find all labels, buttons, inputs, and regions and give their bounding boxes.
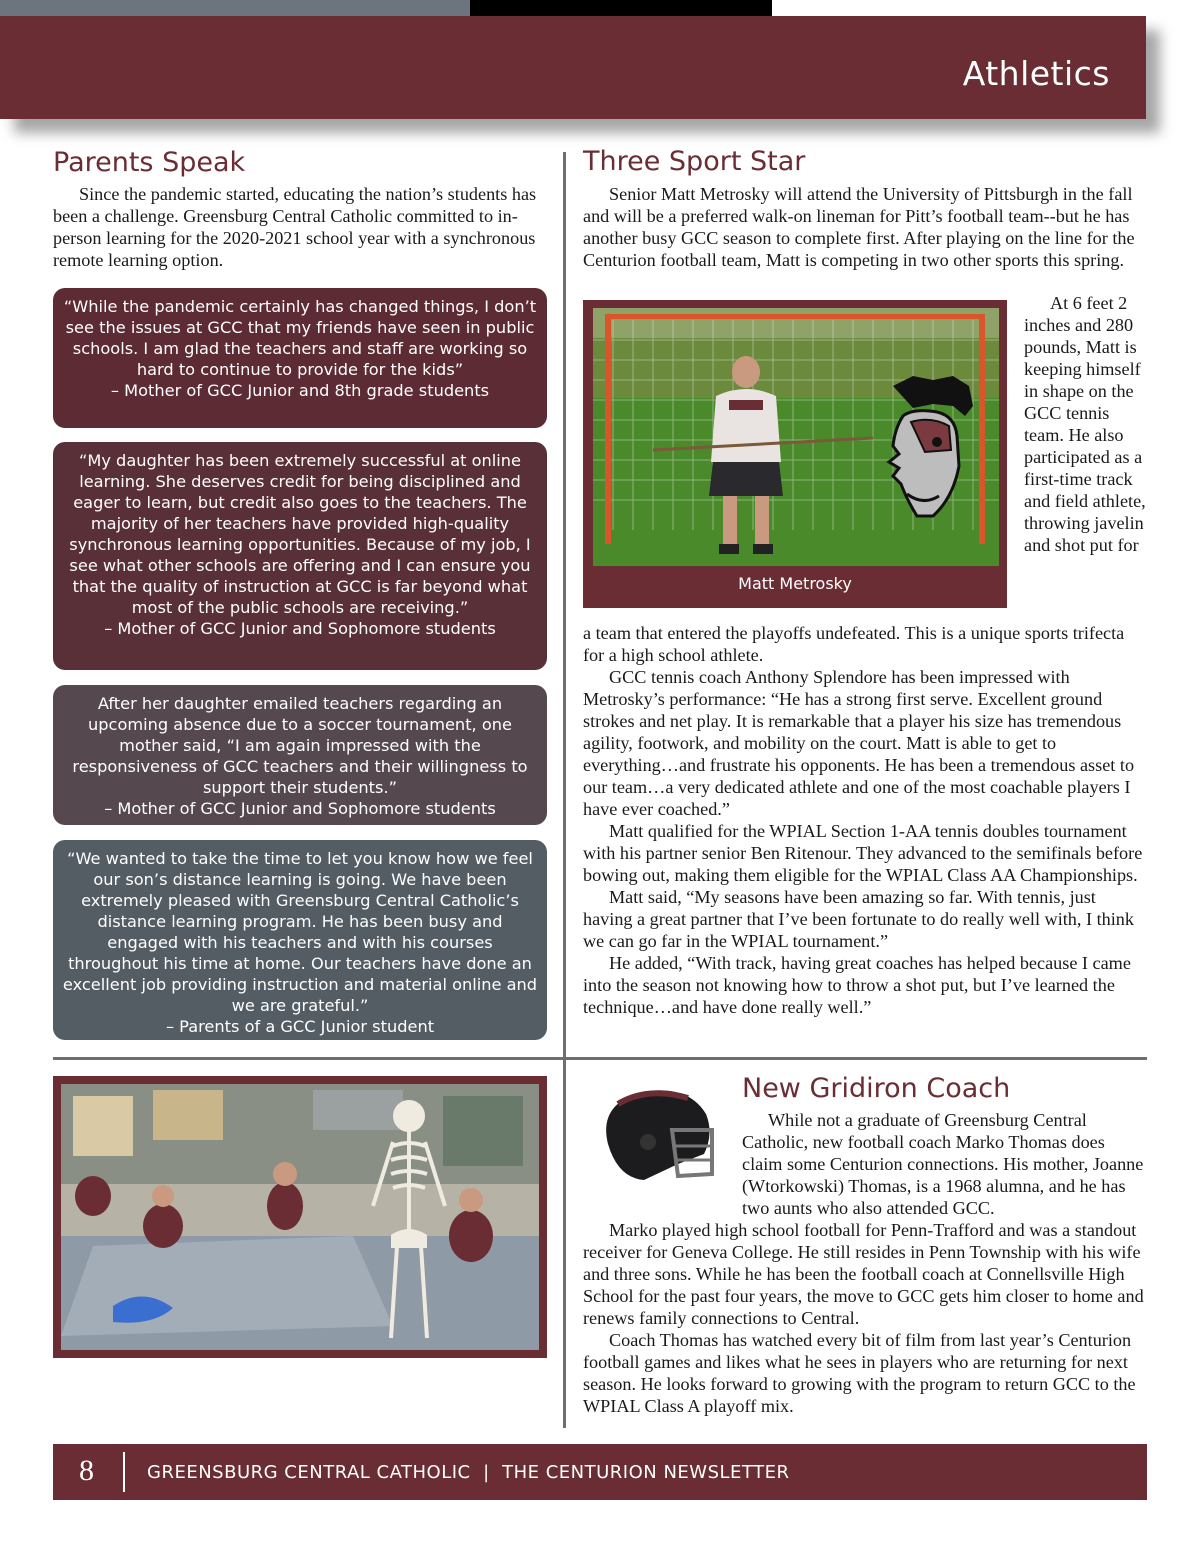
gridiron-p1: While not a graduate of Greensburg Central Catholic, new football coach Marko Thomas does claim some Centurion connections. His mother, Joanne (Wtorkowski) Thomas, is a 1968 alumna, and he has two aunts who also attended GCC. xyxy=(742,1110,1144,1218)
three-sport-p6: He added, “With track, having great coaches has helped because I came into the season not knowing how to throw a shot put, but I’ve learned the technique…and have done really well.” xyxy=(583,953,1131,1017)
gridiron-heading: New Gridiron Coach xyxy=(742,1073,1011,1104)
parents-speak-intro: Since the pandemic started, educating the nation’s students has been a challenge. Greensburg Central Catholic committed to in-person learning for the 2020-2021 school year with a synchronous remote learning option. xyxy=(53,184,537,270)
quote-box xyxy=(53,840,547,1040)
quote-attribution: – Mother of GCC Junior and 8th grade students xyxy=(110,381,490,400)
three-sport-p2-side: At 6 feet 2 inches and 280 pounds, Matt is keeping himself in shape on the GCC tennis team. He also participated as a first-time track and field athlete, throwing javelin and shot put for xyxy=(1024,293,1146,555)
gridiron-body-block xyxy=(583,1219,1147,1417)
classroom-photo-frame xyxy=(53,1076,547,1358)
three-sport-p1: Senior Matt Metrosky will attend the University of Pittsburgh in the fall and will be a preferred walk-on lineman for Pitt’s football team--but he has another busy GCC season to complete first. After playing on the line for the Centurion football team, Matt is competing in two other sports this spring. xyxy=(583,184,1135,270)
gridiron-p3: Coach Thomas has watched every bit of film from last year’s Centurion football games and likes what he sees in players who are returning for next season. He looks forward to growing with the program to return GCC to the WPIAL Class A playoff mix. xyxy=(583,1330,1136,1416)
quote-box xyxy=(53,288,547,428)
three-sport-p3: GCC tennis coach Anthony Splendore has been impressed with Metrosky’s performance: “He has a strong first serve. Excellent ground strokes and net play. It is remarkable that a player his size has tremendous agility, footwork, and mobility on the court. Matt is able to get to everything…and frustrate his opponents. He has been a tremendous asset to our team…a very dedicated athlete and one of the most coachable players I have ever coached.” xyxy=(583,667,1135,819)
section-banner xyxy=(0,16,1146,119)
quote-attribution: – Parents of a GCC Junior student xyxy=(165,1017,435,1036)
three-sport-p5: Matt said, “My seasons have been amazing so far. With tennis, just having a great partner that I’ve been fortunate to do really well with, I think we can go far in the WPIAL tournament.” xyxy=(583,887,1134,951)
publication-name: GREENSBURG CENTRAL CATHOLIC | THE CENTURION NEWSLETTER xyxy=(147,1462,790,1483)
three-sport-p4: Matt qualified for the WPIAL Section 1-AA tennis doubles tournament with his partner senior Ben Ritenour. They advanced to the semifinals before bowing out, making them eligible for the WPIAL Class AA Championships. xyxy=(583,821,1143,885)
column-divider-top xyxy=(563,152,566,1057)
gridiron-p2: Marko played high school football for Penn-Trafford and was a standout receiver for Geneva College. He still resides in Penn Township with his wife and three sons. While he has been the football coach at Connellsville High School for the past four years, the move to GCC gets him closer to home and renews family connections to Central. xyxy=(583,1220,1144,1328)
quote-box xyxy=(53,685,547,825)
page-number: 8 xyxy=(79,1454,94,1487)
three-sport-intro-block xyxy=(583,183,1147,271)
football-helmet-icon xyxy=(588,1084,718,1188)
page-footer xyxy=(53,1444,1147,1500)
quote-text: After her daughter emailed teachers regarding an upcoming absence due to a soccer tournament, one mother said, “I am again impressed with the responsiveness of GCC teachers and their willingness to support their students.” xyxy=(72,694,528,797)
parents-speak-intro-block xyxy=(53,183,547,271)
matt-photo-frame xyxy=(583,300,1007,608)
gridiron-intro-block xyxy=(742,1109,1147,1219)
three-sport-side-block xyxy=(1024,292,1148,556)
row-divider xyxy=(53,1057,1147,1060)
column-divider-bottom xyxy=(563,1060,566,1428)
quote-text: “My daughter has been extremely successful at online learning. She deserves credit for being disciplined and eager to learn, but credit also goes to the teachers. The majority of her teachers have provided high-quality synchronous learning opportunities. Because of my job, I see what other schools are offering and I can ensure you that the quality of instruction at GCC is far beyond what most of the public schools are receiving.” xyxy=(69,451,531,617)
quote-attribution: – Mother of GCC Junior and Sophomore students xyxy=(104,619,496,638)
footer-separator xyxy=(123,1452,125,1492)
matt-metrosky-photo xyxy=(583,300,1007,608)
quote-box xyxy=(53,442,547,670)
section-title: Athletics xyxy=(962,54,1110,93)
quote-text: “We wanted to take the time to let you know how we feel our son’s distance learning is going. We have been extremely pleased with Greensburg Central Catholic’s distance learning program. He has been busy and engaged with his teachers and with his courses throughout his time at home. Our teachers have done an excellent job providing instruction and material online and we are grateful.” xyxy=(62,849,538,1015)
quote-attribution: – Mother of GCC Junior and Sophomore students xyxy=(104,799,496,818)
quote-text: “While the pandemic certainly has changed things, I don’t see the issues at GCC that my friends have seen in public schools. I am glad the teachers and staff are working so hard to continue to provide for the kids” xyxy=(63,297,537,379)
three-sport-p2-cont: a team that entered the playoffs undefeated. This is a unique sports trifecta for a high school athlete. xyxy=(583,623,1125,665)
parents-speak-heading: Parents Speak xyxy=(53,147,246,178)
three-sport-body-block xyxy=(583,622,1147,1018)
classroom-photo xyxy=(53,1076,547,1358)
header-black-strip xyxy=(470,0,772,17)
photo-caption: Matt Metrosky xyxy=(738,574,852,593)
three-sport-star-heading: Three Sport Star xyxy=(583,146,806,177)
